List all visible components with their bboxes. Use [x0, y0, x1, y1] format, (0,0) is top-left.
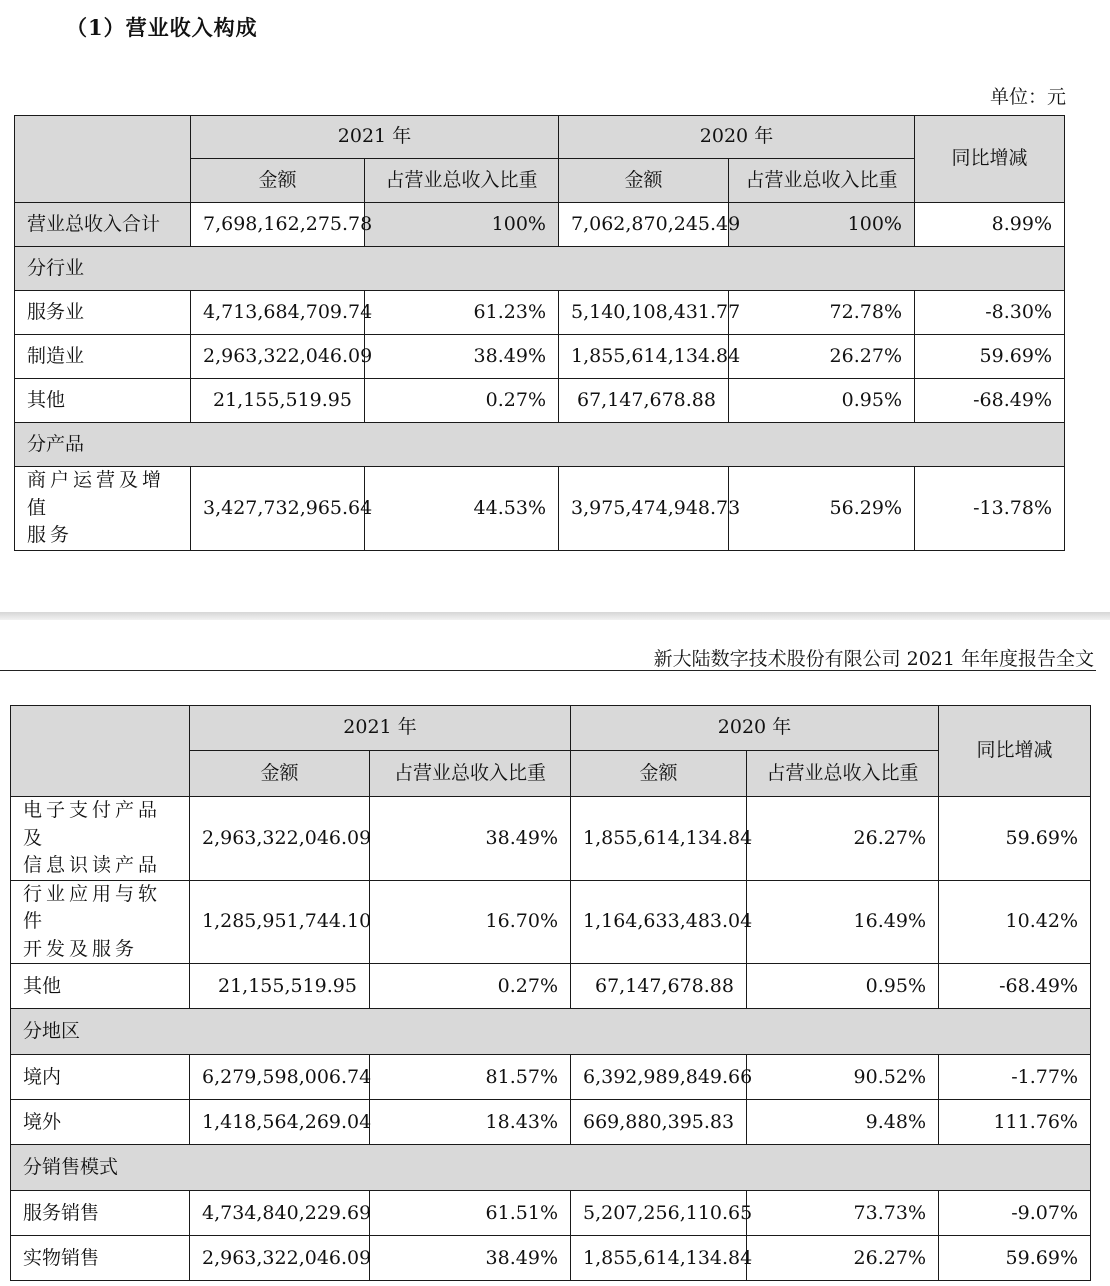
header-blank — [15, 116, 191, 203]
ratio-2020: 72.78% — [729, 291, 915, 335]
yoy-change: -8.30% — [915, 291, 1065, 335]
section-label: 分地区 — [11, 1009, 1091, 1055]
row-label: 营业总收入合计 — [15, 203, 191, 247]
ratio-2020: 26.27% — [747, 1236, 939, 1281]
ratio-2021: 61.23% — [365, 291, 559, 335]
yoy-change: 59.69% — [915, 335, 1065, 379]
section-row-industry — [15, 247, 1065, 291]
amount-2020: 7,062,870,245.49 — [559, 203, 729, 247]
row-label-line2: 开发及服务 — [23, 937, 139, 960]
ratio-2020: 16.49% — [747, 880, 939, 964]
amount-2021: 1,418,564,269.04 — [190, 1100, 370, 1145]
page-break — [0, 612, 1110, 620]
amount-2020: 67,147,678.88 — [571, 964, 747, 1009]
row-label: 其他 — [11, 964, 190, 1009]
amount-2021: 4,713,684,709.74 — [191, 291, 365, 335]
table-row — [11, 880, 1091, 964]
header-ratio-2021: 占营业总收入比重 — [365, 159, 559, 203]
yoy-change: -1.77% — [939, 1055, 1091, 1100]
row-label-line2: 信息识读产品 — [23, 854, 162, 877]
amount-2021: 4,734,840,229.69 — [190, 1191, 370, 1236]
table-row — [11, 964, 1091, 1009]
header-ratio-2021: 占营业总收入比重 — [370, 751, 571, 797]
row-label — [11, 797, 190, 881]
yoy-change: 8.99% — [915, 203, 1065, 247]
amount-2021: 2,963,322,046.09 — [190, 1236, 370, 1281]
header-yoy: 同比增减 — [939, 706, 1091, 797]
table-row — [11, 797, 1091, 881]
table-row — [15, 335, 1065, 379]
ratio-2021: 44.53% — [365, 467, 559, 551]
header-yoy: 同比增减 — [915, 116, 1065, 203]
yoy-change: -68.49% — [939, 964, 1091, 1009]
table-row — [15, 291, 1065, 335]
amount-2021: 21,155,519.95 — [191, 379, 365, 423]
row-label: 其他 — [15, 379, 191, 423]
section-row-sales-mode — [11, 1145, 1091, 1191]
ratio-2021: 100% — [365, 203, 559, 247]
section-label: 分行业 — [15, 247, 1065, 291]
ratio-2020: 90.52% — [747, 1055, 939, 1100]
amount-2021: 6,279,598,006.74 — [190, 1055, 370, 1100]
amount-2021: 3,427,732,965.64 — [191, 467, 365, 551]
amount-2020: 6,392,989,849.66 — [571, 1055, 747, 1100]
header-ratio-2020: 占营业总收入比重 — [747, 751, 939, 797]
section-title: （1）营业收入构成 — [66, 15, 258, 40]
table-row — [15, 467, 1065, 551]
row-label — [11, 880, 190, 964]
amount-2020: 5,207,256,110.65 — [571, 1191, 747, 1236]
row-label: 服务销售 — [11, 1191, 190, 1236]
yoy-change: 111.76% — [939, 1100, 1091, 1145]
row-label: 境外 — [11, 1100, 190, 1145]
ratio-2021: 38.49% — [365, 335, 559, 379]
amount-2020: 1,855,614,134.84 — [571, 797, 747, 881]
ratio-2021: 38.49% — [370, 1236, 571, 1281]
ratio-2020: 26.27% — [747, 797, 939, 881]
header-blank — [11, 706, 190, 797]
amount-2020: 1,855,614,134.84 — [559, 335, 729, 379]
table-row — [11, 1055, 1091, 1100]
ratio-2020: 26.27% — [729, 335, 915, 379]
header-year-2020: 2020 年 — [559, 116, 915, 159]
table-row-total — [15, 203, 1065, 247]
row-label — [15, 467, 191, 551]
section-row-product — [15, 423, 1065, 467]
ratio-2021: 38.49% — [370, 797, 571, 881]
ratio-2020: 9.48% — [747, 1100, 939, 1145]
ratio-2021: 18.43% — [370, 1100, 571, 1145]
table-row — [15, 379, 1065, 423]
row-label: 服务业 — [15, 291, 191, 335]
table-row — [11, 1236, 1091, 1281]
ratio-2021: 0.27% — [365, 379, 559, 423]
row-label: 制造业 — [15, 335, 191, 379]
yoy-change: 10.42% — [939, 880, 1091, 964]
header-rule — [0, 670, 1096, 671]
amount-2020: 3,975,474,948.73 — [559, 467, 729, 551]
yoy-change: -68.49% — [915, 379, 1065, 423]
section-row-region — [11, 1009, 1091, 1055]
table-row — [11, 1191, 1091, 1236]
section-label: 分产品 — [15, 423, 1065, 467]
ratio-2021: 16.70% — [370, 880, 571, 964]
header-year-2021: 2021 年 — [190, 706, 571, 751]
ratio-2021: 0.27% — [370, 964, 571, 1009]
unit-label: 单位：元 — [989, 86, 1066, 108]
row-label: 实物销售 — [11, 1236, 190, 1281]
ratio-2020: 0.95% — [729, 379, 915, 423]
yoy-change: 59.69% — [939, 797, 1091, 881]
row-label-line1: 行业应用与软件 — [23, 882, 162, 933]
row-label: 境内 — [11, 1055, 190, 1100]
revenue-table-page1 — [14, 115, 1065, 551]
header-amount-2020: 金额 — [571, 751, 747, 797]
yoy-change: -9.07% — [939, 1191, 1091, 1236]
amount-2021: 7,698,162,275.78 — [191, 203, 365, 247]
row-label-line1: 商户运营及增值 — [27, 469, 166, 519]
row-label-line2: 服务 — [27, 524, 74, 547]
amount-2021: 1,285,951,744.10 — [190, 880, 370, 964]
ratio-2020: 0.95% — [747, 964, 939, 1009]
ratio-2020: 73.73% — [747, 1191, 939, 1236]
section-label: 分销售模式 — [11, 1145, 1091, 1191]
ratio-2020: 100% — [729, 203, 915, 247]
ratio-2021: 61.51% — [370, 1191, 571, 1236]
row-label-line1: 电子支付产品及 — [23, 799, 162, 849]
header-amount-2021: 金额 — [190, 751, 370, 797]
page-header: 新大陆数字技术股份有限公司 2021 年年度报告全文 — [653, 648, 1094, 670]
header-year-2021: 2021 年 — [191, 116, 559, 159]
ratio-2020: 56.29% — [729, 467, 915, 551]
header-ratio-2020: 占营业总收入比重 — [729, 159, 915, 203]
amount-2020: 1,164,633,483.04 — [571, 880, 747, 964]
header-amount-2021: 金额 — [191, 159, 365, 203]
ratio-2021: 81.57% — [370, 1055, 571, 1100]
header-year-2020: 2020 年 — [571, 706, 939, 751]
amount-2021: 2,963,322,046.09 — [190, 797, 370, 881]
header-amount-2020: 金额 — [559, 159, 729, 203]
amount-2020: 669,880,395.83 — [571, 1100, 747, 1145]
table-row — [11, 1100, 1091, 1145]
amount-2020: 5,140,108,431.77 — [559, 291, 729, 335]
amount-2020: 67,147,678.88 — [559, 379, 729, 423]
yoy-change: 59.69% — [939, 1236, 1091, 1281]
revenue-table-page2 — [10, 705, 1091, 1281]
amount-2021: 2,963,322,046.09 — [191, 335, 365, 379]
yoy-change: -13.78% — [915, 467, 1065, 551]
amount-2021: 21,155,519.95 — [190, 964, 370, 1009]
amount-2020: 1,855,614,134.84 — [571, 1236, 747, 1281]
